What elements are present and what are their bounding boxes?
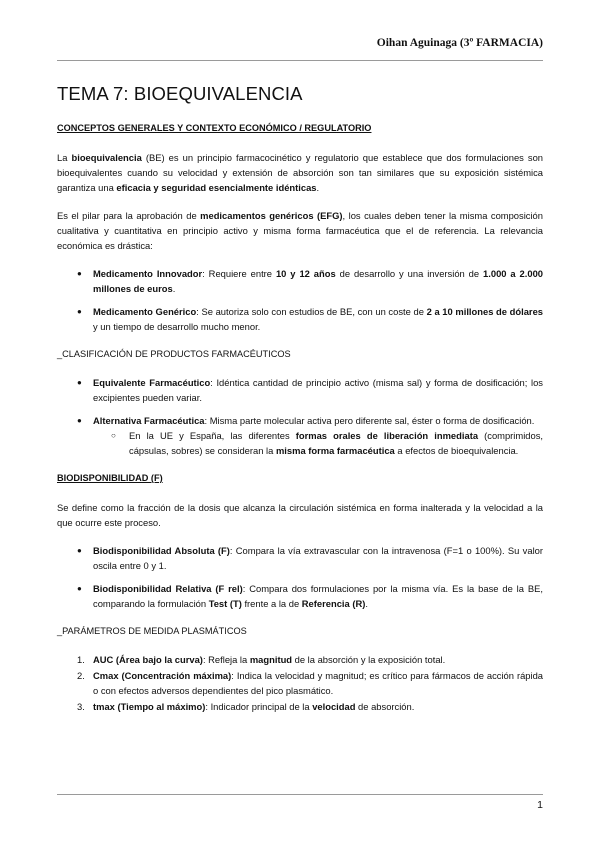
text: : Refleja la <box>202 654 250 665</box>
list-item <box>57 266 543 296</box>
item-number: 1. <box>77 654 85 665</box>
text: . <box>172 283 176 294</box>
text-bold: Test (T) <box>208 598 242 609</box>
text-bold: Equivalente Farmacéutico <box>93 377 211 388</box>
list-parametros <box>57 652 543 714</box>
text-bold: 1.000 a 2.000 millones de euros <box>93 268 544 294</box>
text-bold: tmax (Tiempo al máximo) <box>93 701 206 712</box>
text-bold: Alternativa Farmacéutica <box>93 415 205 426</box>
list-item <box>57 668 543 698</box>
text-bold: 10 y 12 años <box>275 268 336 279</box>
list-biodisponibilidad <box>57 543 543 611</box>
text: : Se autoriza solo con estudios de BE, con un coste de <box>196 306 427 317</box>
header-author: Oihan Aguinaga (3º FARMACIA) <box>376 37 543 49</box>
text: . <box>316 182 320 193</box>
text: frente a la de <box>241 598 302 609</box>
list-item <box>57 581 543 611</box>
text: : Compara la vía extravascular con la intravenosa (F=1 o 100%). Su valor oscila entre 0 y 1. <box>93 545 543 571</box>
text: La <box>57 152 72 163</box>
item-number: 3. <box>77 701 85 712</box>
sublist <box>93 428 543 458</box>
paragraph-biodisponibilidad: Se define como la fracción de la dosis que alcanza la circulación sistémica en forma inalterada y la velocidad a la que ocurre este proceso. <box>57 502 543 528</box>
text-bold: medicamentos genéricos (EFG) <box>200 210 343 221</box>
text-bold: Medicamento Genérico <box>93 306 197 317</box>
footer-rule <box>57 794 543 795</box>
text-bold: formas orales de liberación inmediata <box>295 430 479 441</box>
text: y un tiempo de desarrollo mucho menor. <box>93 321 261 332</box>
text: : Requiere entre <box>202 268 276 279</box>
list-clasificacion <box>57 375 543 458</box>
text-bold: magnitud <box>249 654 293 665</box>
list-item <box>57 375 543 405</box>
text-bold: AUC (Área bajo la curva) <box>93 654 203 665</box>
list-medicamentos <box>57 266 543 334</box>
text-bold: velocidad <box>312 701 356 712</box>
section-heading-biodisponibilidad: BIODISPONIBILIDAD (F) <box>57 473 163 483</box>
text-bold: bioequivalencia <box>71 152 142 163</box>
text: : Indicador principal de la <box>205 701 313 712</box>
list-item <box>57 413 543 458</box>
text: (comprimidos, cápsulas, sobres) se consideran la <box>129 430 543 456</box>
text-bold: Biodisponibilidad Absoluta (F) <box>93 545 230 556</box>
text-bold: Medicamento Innovador <box>93 268 203 279</box>
list-item <box>57 304 543 334</box>
text: (BE) es un principio farmacocinético y regulatorio que establece que dos formulaciones son bioequivalentes cuando su velocidad y extensión de absorción son tan similares que su exposición sistémica garantiza una <box>57 152 543 193</box>
text: : Misma parte molecular activa pero diferente sal, éster o forma de dosificación. <box>204 415 535 426</box>
page-title: TEMA 7: BIOEQUIVALENCIA <box>57 83 303 105</box>
text: de absorción. <box>355 701 415 712</box>
text: Es el pilar para la aprobación de <box>57 210 201 221</box>
text: a efectos de bioequivalencia. <box>394 445 519 456</box>
item-number: 2. <box>77 670 85 681</box>
paragraph-bioequivalencia <box>57 150 543 195</box>
text-bold: Cmax (Concentración máxima) <box>93 670 232 681</box>
text-bold: eficacia y seguridad esencialmente idénticas <box>116 182 317 193</box>
list-item <box>57 543 543 573</box>
text-bold: Referencia (R) <box>301 598 366 609</box>
section-heading-parametros: _PARÁMETROS DE MEDIDA PLASMÁTICOS <box>57 626 247 636</box>
page-number: 1 <box>537 799 543 811</box>
text: de desarrollo y una inversión de <box>335 268 484 279</box>
text: , los cuales deben tener la misma composición cualitativa y cuantitativa en principio activo y misma forma farmacéutica que el de referencia. La relevancia económica es drástica: <box>57 210 543 251</box>
text: : Indica la velocidad y magnitud; es crítico para fármacos de acción rápida o con efectos adversos dependientes del pico plasmático. <box>93 670 544 696</box>
section-heading-clasificacion: _CLASIFICACIÓN DE PRODUCTOS FARMACÉUTICOS <box>57 349 291 359</box>
document-body <box>57 121 543 715</box>
text-bold: Biodisponibilidad Relativa (F rel) <box>93 583 243 594</box>
header-rule <box>57 60 543 61</box>
list-item <box>57 652 543 667</box>
sublist-item <box>93 428 543 458</box>
list-item <box>57 699 543 714</box>
text: . <box>365 598 368 609</box>
text: : Idéntica cantidad de principio activo (misma sal) y forma de dosificación; los excipientes pueden variar. <box>93 377 543 403</box>
text-bold: 2 a 10 millones de dólares <box>426 306 543 317</box>
text: En la UE y España, las diferentes <box>129 430 296 441</box>
section-heading-conceptos: CONCEPTOS GENERALES Y CONTEXTO ECONÓMICO / REGULATORIO <box>57 123 372 133</box>
paragraph-genericos <box>57 208 543 253</box>
text: : Compara dos formulaciones por la misma vía. Es la base de la BE, comparando la formulación <box>93 583 543 609</box>
text-bold: misma forma farmacéutica <box>275 445 395 456</box>
text: de la absorción y la exposición total. <box>292 654 446 665</box>
